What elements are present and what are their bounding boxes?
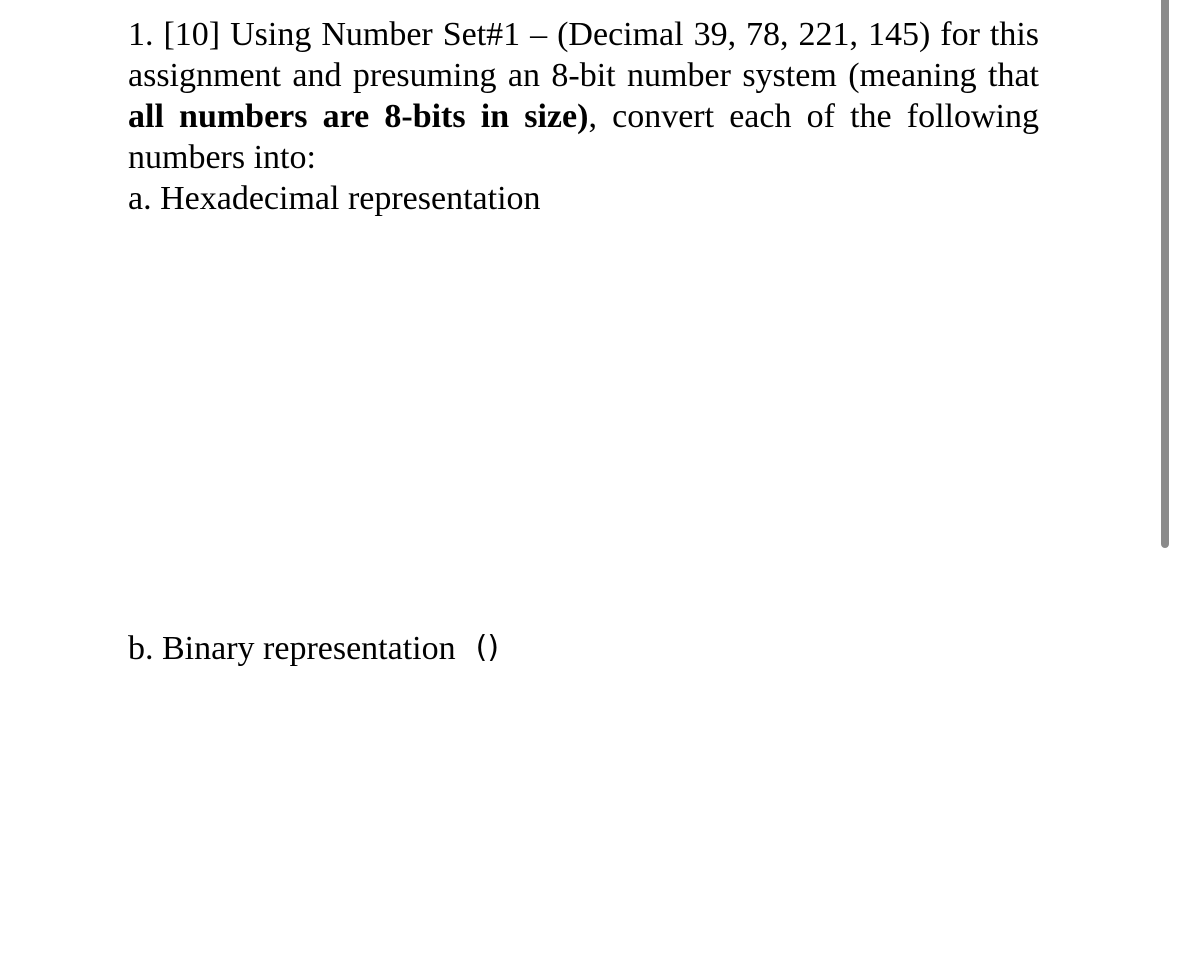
question-block [128, 14, 1039, 219]
question-number: 1. [128, 16, 154, 53]
part-b-label: b. Binary representation [128, 630, 456, 667]
question-lead: Using Number Set#1 – (Decimal 39, 78, 221, 145) for this assignment and presuming an 8-bit number system (meaning that [128, 16, 1040, 94]
part-b [128, 627, 499, 669]
question-points: [10] [163, 16, 221, 53]
question-text [128, 14, 1039, 178]
scrollbar-thumb[interactable] [1161, 0, 1169, 548]
question-emphasis: all numbers are 8-bits in size) [128, 98, 589, 135]
part-b-paren: () [475, 630, 500, 665]
part-a-label: a. Hexadecimal representation [128, 180, 541, 217]
question-tail: , convert each of the following numbers into: [128, 98, 1040, 176]
